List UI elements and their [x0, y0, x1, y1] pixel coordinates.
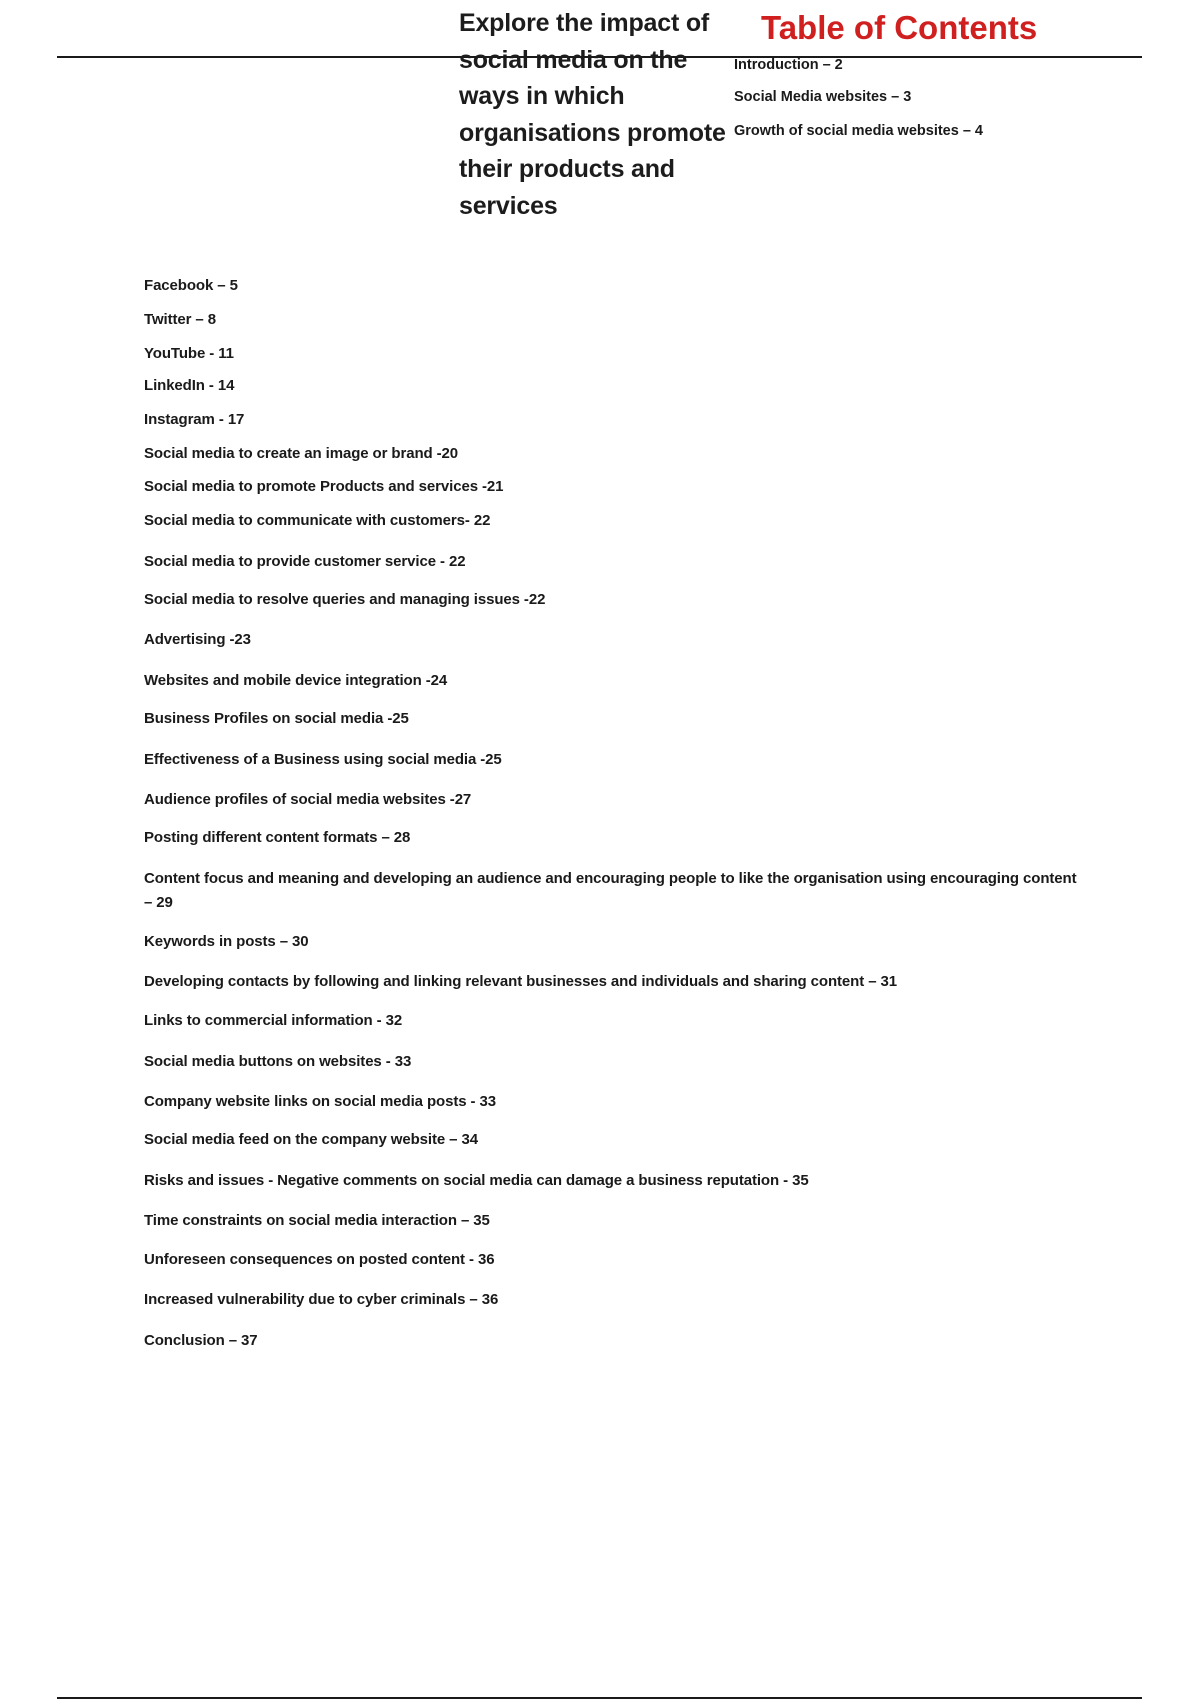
toc-entry: Facebook – 5	[144, 277, 238, 294]
toc-entry: Keywords in posts – 30	[144, 933, 309, 950]
toc-entry: Websites and mobile device integration -24	[144, 672, 448, 689]
toc-entry: Social media to provide customer service - 22	[144, 553, 466, 570]
toc-entry: Unforeseen consequences on posted content - 36	[144, 1251, 495, 1268]
toc-entry: Effectiveness of a Business using social media -25	[144, 751, 502, 768]
toc-entry: Conclusion – 37	[144, 1332, 258, 1349]
toc-entry: Social media feed on the company website – 34	[144, 1131, 478, 1148]
toc-entry: Instagram - 17	[144, 411, 245, 428]
toc-entry: Links to commercial information - 32	[144, 1012, 403, 1029]
toc-entry: Audience profiles of social media websites -27	[144, 791, 472, 808]
toc-entry: Social media to resolve queries and managing issues -22	[144, 591, 546, 608]
toc-heading: Table of Contents	[761, 9, 1038, 46]
toc-entry: Social media to communicate with customers- 22	[144, 512, 491, 529]
toc-entry: Introduction – 2	[734, 57, 843, 73]
toc-entry: Growth of social media websites – 4	[734, 123, 983, 139]
toc-entry: Twitter – 8	[144, 311, 216, 328]
toc-entry: Time constraints on social media interaction – 35	[144, 1212, 490, 1229]
footer-rule	[57, 1697, 1142, 1699]
toc-entry: Posting different content formats – 28	[144, 829, 411, 846]
toc-entry: Risks and issues - Negative comments on social media can damage a business reputation - 35	[144, 1172, 809, 1189]
toc-entry: Business Profiles on social media -25	[144, 710, 409, 727]
toc-entry: Developing contacts by following and linking relevant businesses and individuals and sharing content – 31	[144, 973, 897, 990]
toc-entry: Content focus and meaning and developing an audience and encouraging people to like the organisation using encouraging content – 29	[144, 870, 1077, 911]
toc-entry: YouTube - 11	[144, 345, 234, 362]
toc-entry: Increased vulnerability due to cyber criminals – 36	[144, 1291, 499, 1308]
toc-entry: Company website links on social media posts - 33	[144, 1093, 496, 1110]
toc-entry: Social media to promote Products and services -21	[144, 478, 504, 495]
toc-entry: Social Media websites – 3	[734, 89, 912, 105]
document-title: Explore the impact of social media on the ways in which organisations promote their products and services	[459, 9, 726, 220]
toc-entry: Social media buttons on websites - 33	[144, 1053, 412, 1070]
toc-entry: LinkedIn - 14	[144, 377, 235, 394]
toc-entry: Social media to create an image or brand -20	[144, 445, 459, 462]
toc-entry: Advertising -23	[144, 631, 251, 648]
